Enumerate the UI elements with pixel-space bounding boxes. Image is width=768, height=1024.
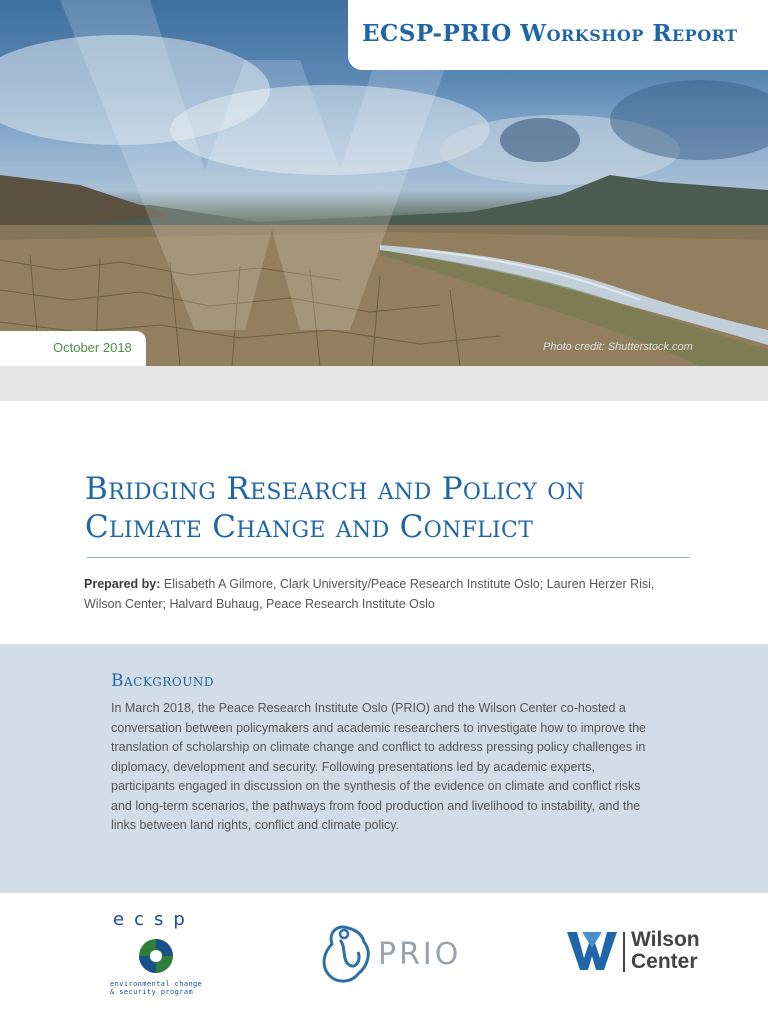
page-title [85,470,705,546]
wilson-center-logo [567,928,717,978]
ecsp-logo [104,907,204,1007]
title-line-2: Climate Change and Conflict [85,509,534,545]
photo-credit: Photo credit: Shutterstock.com [543,341,693,353]
wilson-w-icon [567,930,617,972]
wilson-logo-text [631,929,700,973]
background-text: In March 2018, the Peace Research Institute Oslo (PRIO) and the Wilson Center co-hosted a conversation between policymakers and academic researchers to investigate how to improve the translation of scholarship on climate change and conflict to address pressing policy challenges in diplomacy, development and security. Following presentations led by academic experts, participants engaged in discussion on the synthesis of the evidence on climate and conflict risks and long-term scenarios, the pathways from food production and livelihood to instability, and the links between land rights, conflict and climate policy. [111,701,646,832]
prepared-by-authors: Elisabeth A Gilmore, Clark University/Peace Research Institute Oslo; Lauren Herzer Risi, Wilson Center; Halvard Buhaug, Peace Research Institute Oslo [84,577,655,611]
prio-logo [318,922,462,992]
divider-band [0,366,768,401]
report-date: October 2018 [53,340,132,355]
background-heading: Background [111,671,214,691]
prepared-by-label: Prepared by: [84,577,161,591]
wilson-logo-line-2: Center [631,950,698,973]
report-label: ECSP-PRIO Workshop Report [362,20,738,47]
ecsp-swirl-icon [136,936,176,976]
ecsp-logo-subtitle: environmental change & security program [110,980,203,996]
title-line-1: Bridging Research and Policy on [85,471,586,507]
prepared-by [84,574,694,614]
ecsp-logo-letters: ecsp [113,909,195,930]
prio-figures-icon [318,922,378,986]
wilson-logo-line-1: Wilson [631,928,700,951]
title-rule [87,557,690,558]
prio-logo-text: PRIO [378,937,462,972]
wilson-logo-divider [623,932,625,972]
